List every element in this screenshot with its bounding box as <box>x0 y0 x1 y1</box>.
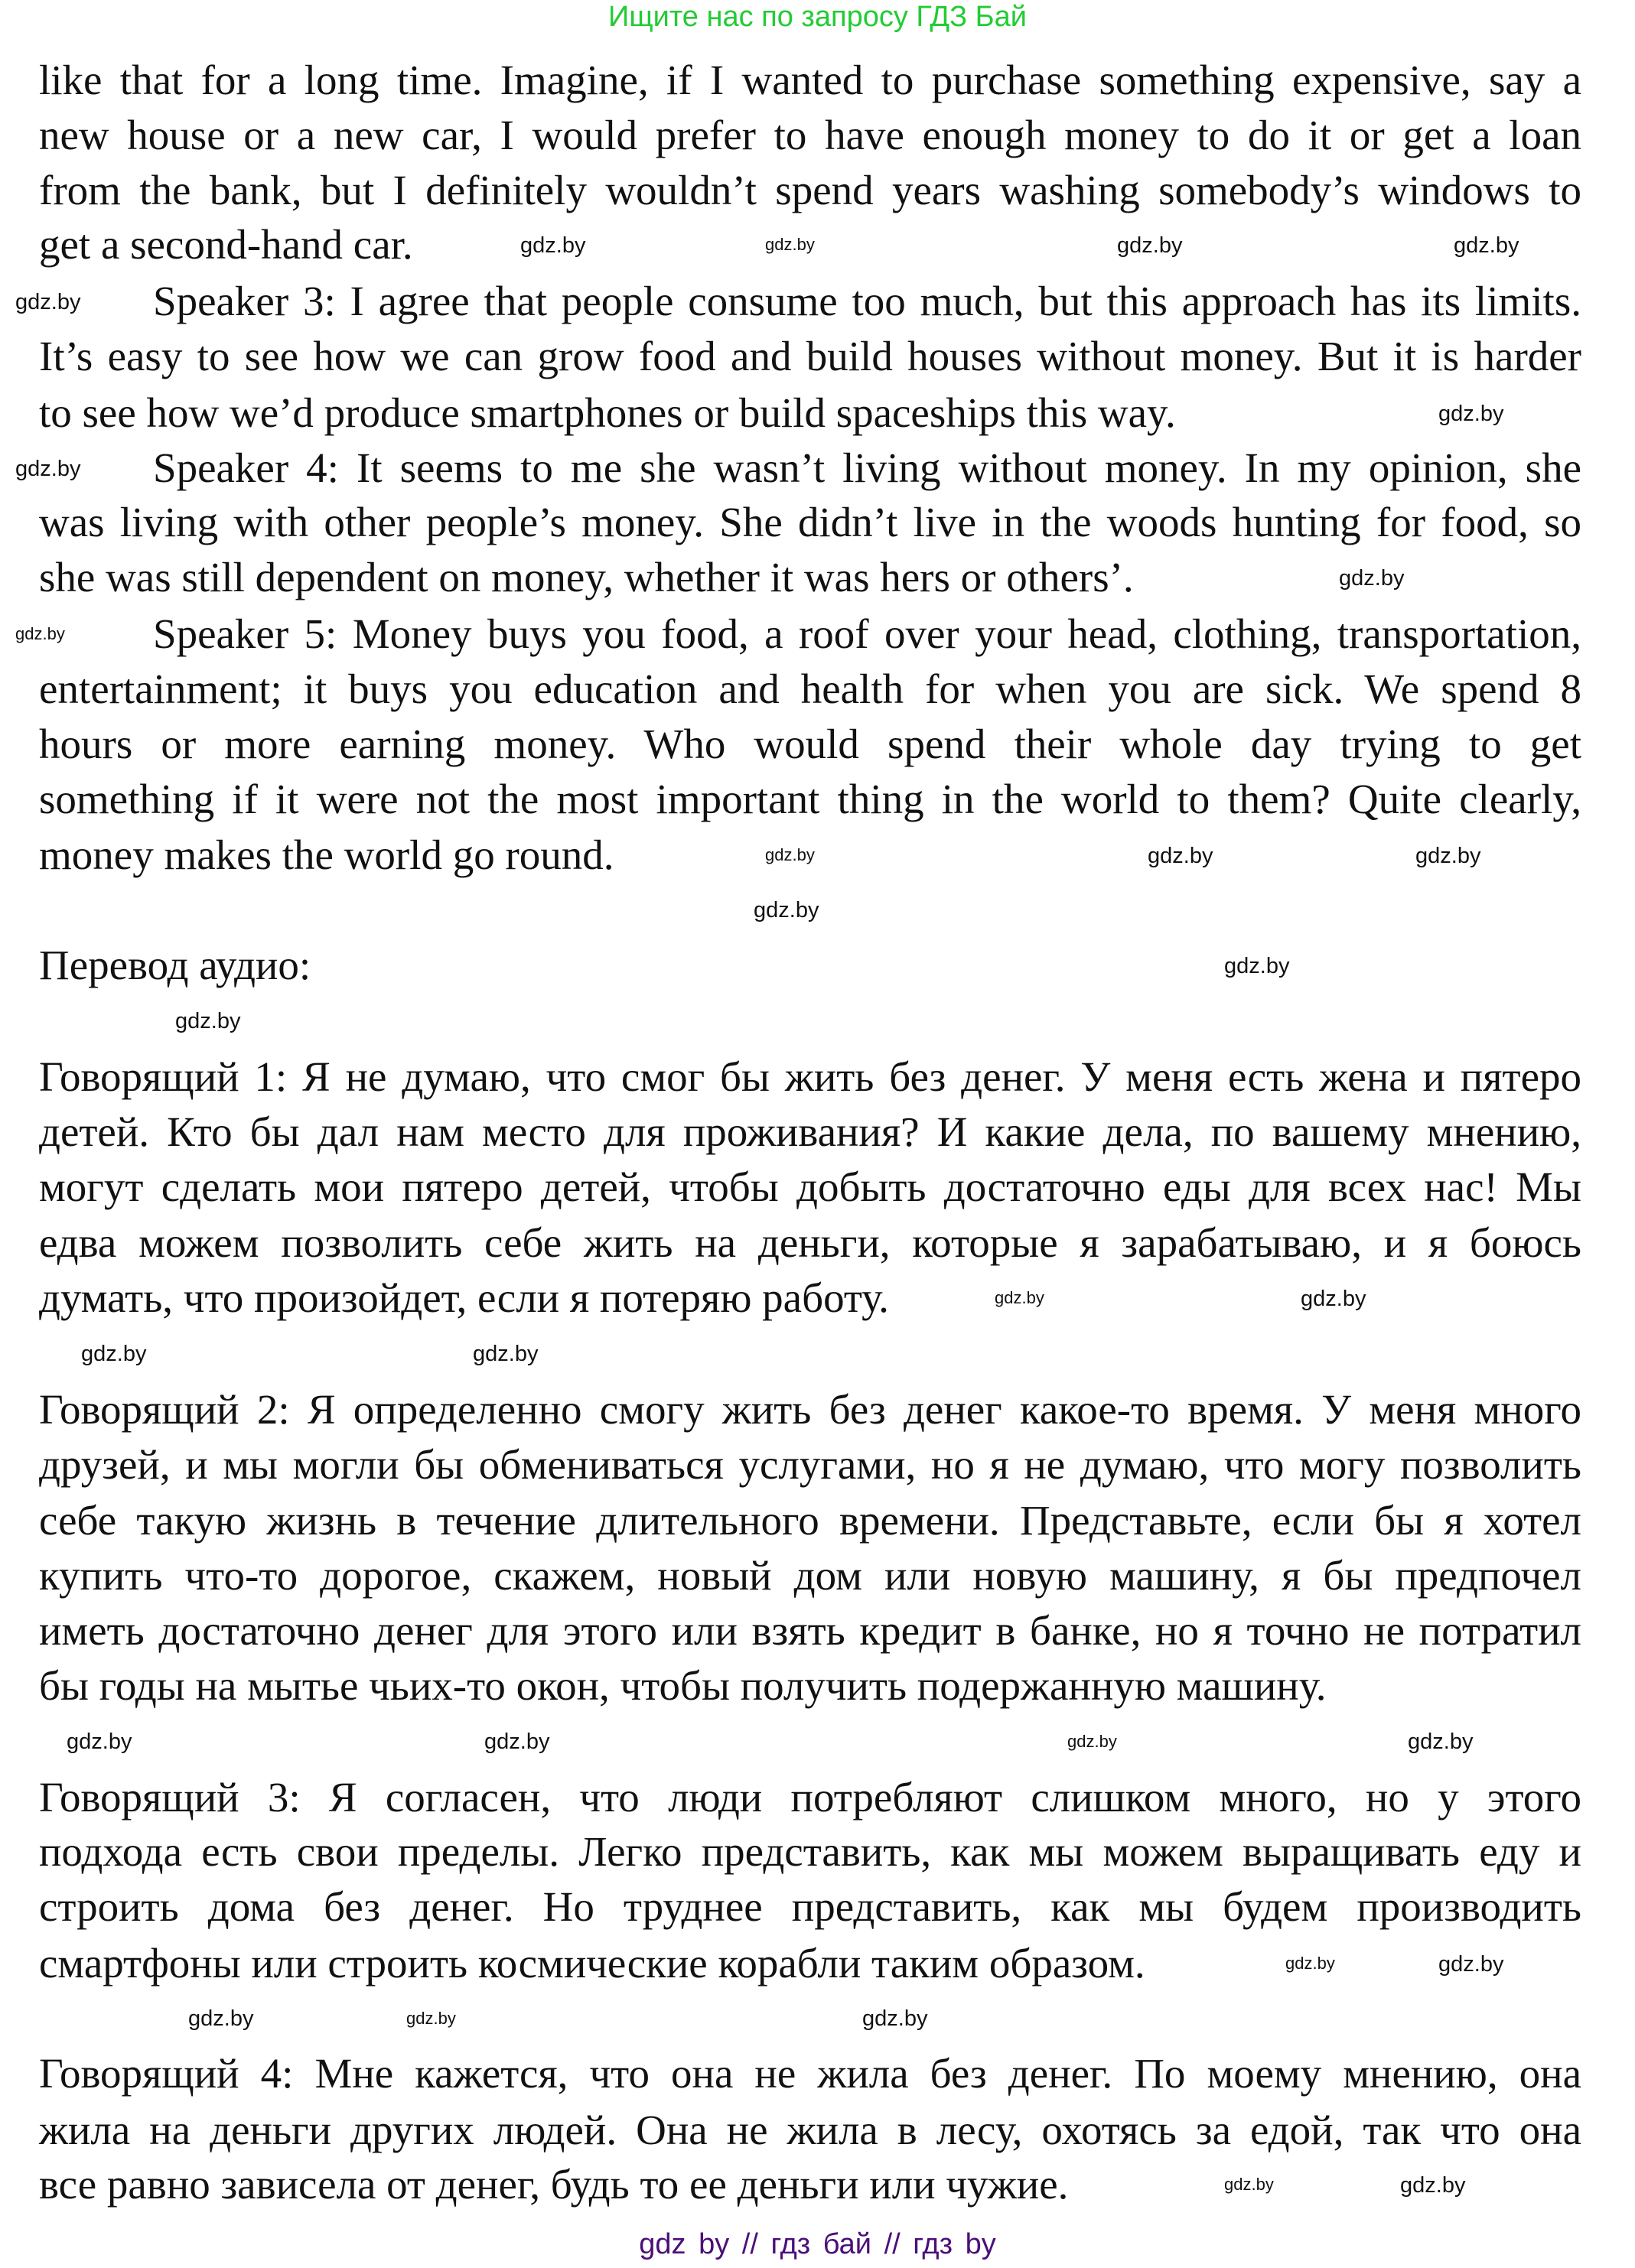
text-line: Говорящий 4: Мне кажется, что она не жила без денег. По моему мнению, она <box>39 2050 1581 2097</box>
search-banner[interactable]: Ищите нас по запросу ГДЗ Бай <box>608 1 1027 33</box>
watermark: gdz.by <box>81 1342 147 1366</box>
text-line: was living with other people’s money. She didn’t live in the woods hunting for food, so <box>39 499 1581 545</box>
text-line: подхода есть свои пределы. Легко представить, как мы можем выращивать еду и <box>39 1828 1581 1875</box>
text-line: new house or a new car, I would prefer to have enough money to do it or get a loan <box>39 112 1581 158</box>
watermark: gdz.by <box>1224 2175 1274 2194</box>
watermark: gdz.by <box>473 1342 539 1366</box>
text-line: строить дома без денег. Но труднее представить, как мы будем производить <box>39 1883 1581 1930</box>
watermark: gdz.by <box>15 624 65 643</box>
watermark: gdz.by <box>1301 1287 1366 1311</box>
text-line: to see how we’d produce smartphones or build spaceships this way. <box>39 389 1176 436</box>
watermark: gdz.by <box>1438 1952 1504 1977</box>
watermark: gdz.by <box>188 2006 254 2031</box>
text-line: могут сделать мои пятеро детей, чтобы добыть достаточно еды для всех нас! Мы <box>39 1163 1581 1210</box>
watermark: gdz.by <box>1285 1954 1335 1973</box>
watermark: gdz.by <box>1415 844 1481 868</box>
watermark: gdz.by <box>1454 233 1519 258</box>
watermark: gdz.by <box>995 1288 1044 1307</box>
text-line: иметь достаточно денег для этого или взять кредит в банке, но я точно не потратил <box>39 1607 1581 1654</box>
watermark: gdz.by <box>1067 1732 1117 1751</box>
text-line: entertainment; it buys you education and health for when you are sick. We spend 8 <box>39 665 1581 712</box>
watermark: gdz.by <box>406 2009 456 2028</box>
watermark: gdz.by <box>1339 566 1405 591</box>
watermark: gdz.by <box>1400 2173 1466 2198</box>
text-line: думать, что произойдет, если я потеряю работу. <box>39 1274 889 1321</box>
watermark: gdz.by <box>15 457 81 481</box>
text-line: she was still dependent on money, whether it was hers or others’. <box>39 554 1134 600</box>
text-line: себе такую жизнь в течение длительного времени. Представьте, если бы я хотел <box>39 1497 1581 1544</box>
watermark: gdz.by <box>862 2006 928 2031</box>
text-line: get a second-hand car. <box>39 221 413 268</box>
text-line: Говорящий 1: Я не думаю, что смог бы жить без денег. У меня есть жена и пятеро <box>39 1053 1581 1100</box>
text-line: все равно зависела от денег, будь то ее деньги или чужие. <box>39 2161 1069 2208</box>
text-line: едва можем позволить себе жить на деньги, которые я зарабатываю, и я боюсь <box>39 1219 1581 1266</box>
watermark: gdz.by <box>1408 1729 1474 1754</box>
text-line: like that for a long time. Imagine, if I wanted to purchase something expensive, say a <box>39 57 1581 103</box>
footer-links[interactable]: gdz by // гдз бай // гдз by <box>639 2228 996 2260</box>
watermark: gdz.by <box>484 1729 550 1754</box>
text-line: money makes the world go round. <box>39 831 614 878</box>
text-line: детей. Кто бы дал нам место для проживания? И какие дела, по вашему мнению, <box>39 1108 1581 1155</box>
text-line: Speaker 4: It seems to me she wasn’t living without money. In my opinion, she <box>153 444 1581 491</box>
text-line: Говорящий 3: Я согласен, что люди потребляют слишком много, но у этого <box>39 1774 1581 1821</box>
watermark: gdz.by <box>765 845 815 864</box>
text-line: Говорящий 2: Я определенно смогу жить без денег какое-то время. У меня много <box>39 1386 1581 1433</box>
text-line: жила на деньги других людей. Она не жила в лесу, охотясь за едой, так что она <box>39 2107 1581 2153</box>
text-line: It’s easy to see how we can grow food and build houses without money. But it is harder <box>39 333 1581 379</box>
text-line: Speaker 5: Money buys you food, a roof over your head, clothing, transportation, <box>153 610 1581 657</box>
watermark: gdz.by <box>1438 402 1504 426</box>
watermark: gdz.by <box>1224 954 1290 978</box>
text-line: бы годы на мытье чьих-то окон, чтобы получить подержанную машину. <box>39 1662 1327 1709</box>
text-line: something if it were not the most important thing in the world to them? Quite clearly, <box>39 776 1581 822</box>
text-line: купить что-то дорогое, скажем, новый дом или новую машину, я бы предпочел <box>39 1552 1581 1599</box>
watermark: gdz.by <box>1148 844 1213 868</box>
watermark: gdz.by <box>1117 233 1183 258</box>
text-line: from the bank, but I definitely wouldn’t spend years washing somebody’s windows to <box>39 167 1581 213</box>
watermark: gdz.by <box>175 1009 241 1033</box>
watermark: gdz.by <box>754 898 819 922</box>
text-line: друзей, и мы могли бы обмениваться услугами, но я не думаю, что могу позволить <box>39 1441 1581 1488</box>
section-heading: Перевод аудио: <box>39 942 311 988</box>
watermark: gdz.by <box>765 235 815 254</box>
text-line: смартфоны или строить космические корабли таким образом. <box>39 1940 1145 1987</box>
watermark: gdz.by <box>67 1729 132 1754</box>
watermark: gdz.by <box>15 290 81 314</box>
text-line: Speaker 3: I agree that people consume too much, but this approach has its limits. <box>153 278 1581 324</box>
watermark: gdz.by <box>520 233 586 258</box>
text-line: hours or more earning money. Who would spend their whole day trying to get <box>39 721 1581 767</box>
